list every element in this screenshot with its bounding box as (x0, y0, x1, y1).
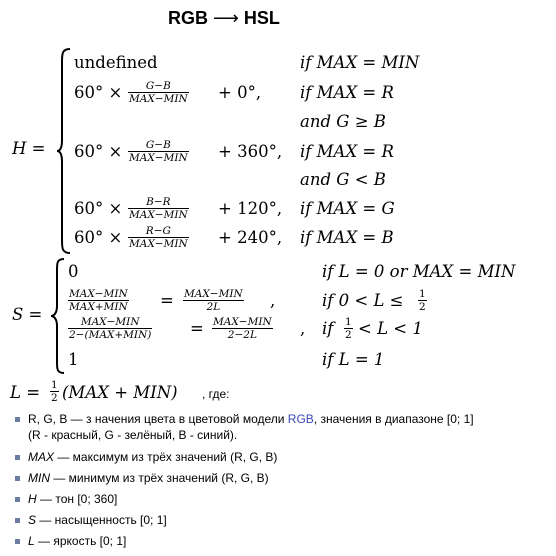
s-row3-comma: , (300, 319, 306, 338)
h-row7-pre: 60° × (74, 228, 123, 247)
list-item: L — яркость [0; 1] (14, 533, 550, 554)
h-row4-post: + 360°, (218, 142, 283, 161)
s-row3-frac1: MAX−MIN 2−(MAX+MIN) (69, 316, 152, 341)
h-lhs: H = (12, 139, 46, 158)
s-row3-half: 1 2 (345, 316, 352, 341)
h-row6-frac: B−R MAX−MIN (129, 196, 188, 221)
s-row1-expr: 0 (68, 262, 79, 281)
arrow-icon: ⟶ (213, 8, 239, 29)
l-rhs: (MAX + MIN) (62, 383, 178, 402)
s-row3-eq: = (190, 319, 204, 338)
h-row6-cond: if MAX = G (300, 199, 395, 218)
page-title (168, 8, 280, 29)
s-row3-frac2: MAX−MIN 2−2L (213, 316, 272, 341)
l-lhs: L = (10, 383, 41, 402)
s-row2-comma: , (270, 291, 276, 310)
h-row4-cond: if MAX = R (300, 142, 394, 161)
s-row2-half: 1 2 (419, 288, 426, 313)
h-row7-post: + 240°, (218, 228, 283, 247)
title-rgb: RGB (168, 8, 208, 28)
bullet-icon (15, 476, 20, 481)
h-row2-pre: 60° × (74, 83, 123, 102)
h-row2-frac: G−B MAX−MIN (129, 80, 188, 105)
rgb-link[interactable]: RGB (287, 412, 314, 426)
s-lhs: S = (12, 305, 43, 324)
h-row5-cond: and G < B (300, 170, 386, 189)
h-row4-frac: G−B MAX−MIN (129, 139, 188, 164)
bullet-icon (15, 539, 20, 544)
s-row2-eq: = (160, 291, 174, 310)
title-hsl: HSL (243, 8, 280, 28)
definitions-list (14, 411, 550, 554)
list-item: MAX — максимум из трёх значений (R, G, B) (14, 449, 550, 470)
h-row4-pre: 60° × (74, 142, 123, 161)
bullet-icon (15, 497, 20, 502)
s-row4-cond: if L = 1 (322, 350, 385, 369)
h-row1-cond: if MAX = MIN (300, 53, 420, 72)
h-row6-post: + 120°, (218, 199, 283, 218)
h-row1-expr: undefined (74, 53, 158, 72)
s-row3-cond-b: < L < 1 (358, 319, 423, 338)
s-row1-cond: if L = 0 or MAX = MIN (322, 262, 516, 281)
left-brace-h (56, 48, 72, 254)
list-item: S — насыщенность [0; 1] (14, 512, 550, 533)
h-row2-cond: if MAX = R (300, 83, 394, 102)
list-item: H — тон [0; 360] (14, 491, 550, 512)
h-row7-cond: if MAX = B (300, 228, 394, 247)
s-row2-frac2: MAX−MIN 2L (184, 288, 243, 313)
list-item: R, G, B — з начения цвета в цветовой модели RGB, значения в диапазоне [0; 1] (R - красный, G - зелёный, B - синий). (14, 411, 550, 449)
list-item: MIN — минимум из трёх значений (R, G, B) (14, 470, 550, 491)
bullet-icon (15, 518, 20, 523)
s-row2-frac1: MAX−MIN MAX+MIN (69, 288, 128, 313)
l-suffix: , где: (202, 387, 230, 401)
s-row4-expr: 1 (68, 350, 79, 369)
left-brace-s (50, 258, 66, 374)
bullet-icon (15, 417, 20, 422)
s-row2-cond: if 0 < L ≤ (322, 291, 404, 310)
bullet-icon (15, 455, 20, 460)
s-row3-cond-a: if (322, 319, 334, 338)
h-row6-pre: 60° × (74, 199, 123, 218)
h-row2-post: + 0°, (218, 83, 262, 102)
l-half: 1 2 (51, 379, 58, 404)
h-row7-frac: R−G MAX−MIN (129, 225, 188, 250)
h-row3-cond: and G ≥ B (300, 112, 386, 131)
